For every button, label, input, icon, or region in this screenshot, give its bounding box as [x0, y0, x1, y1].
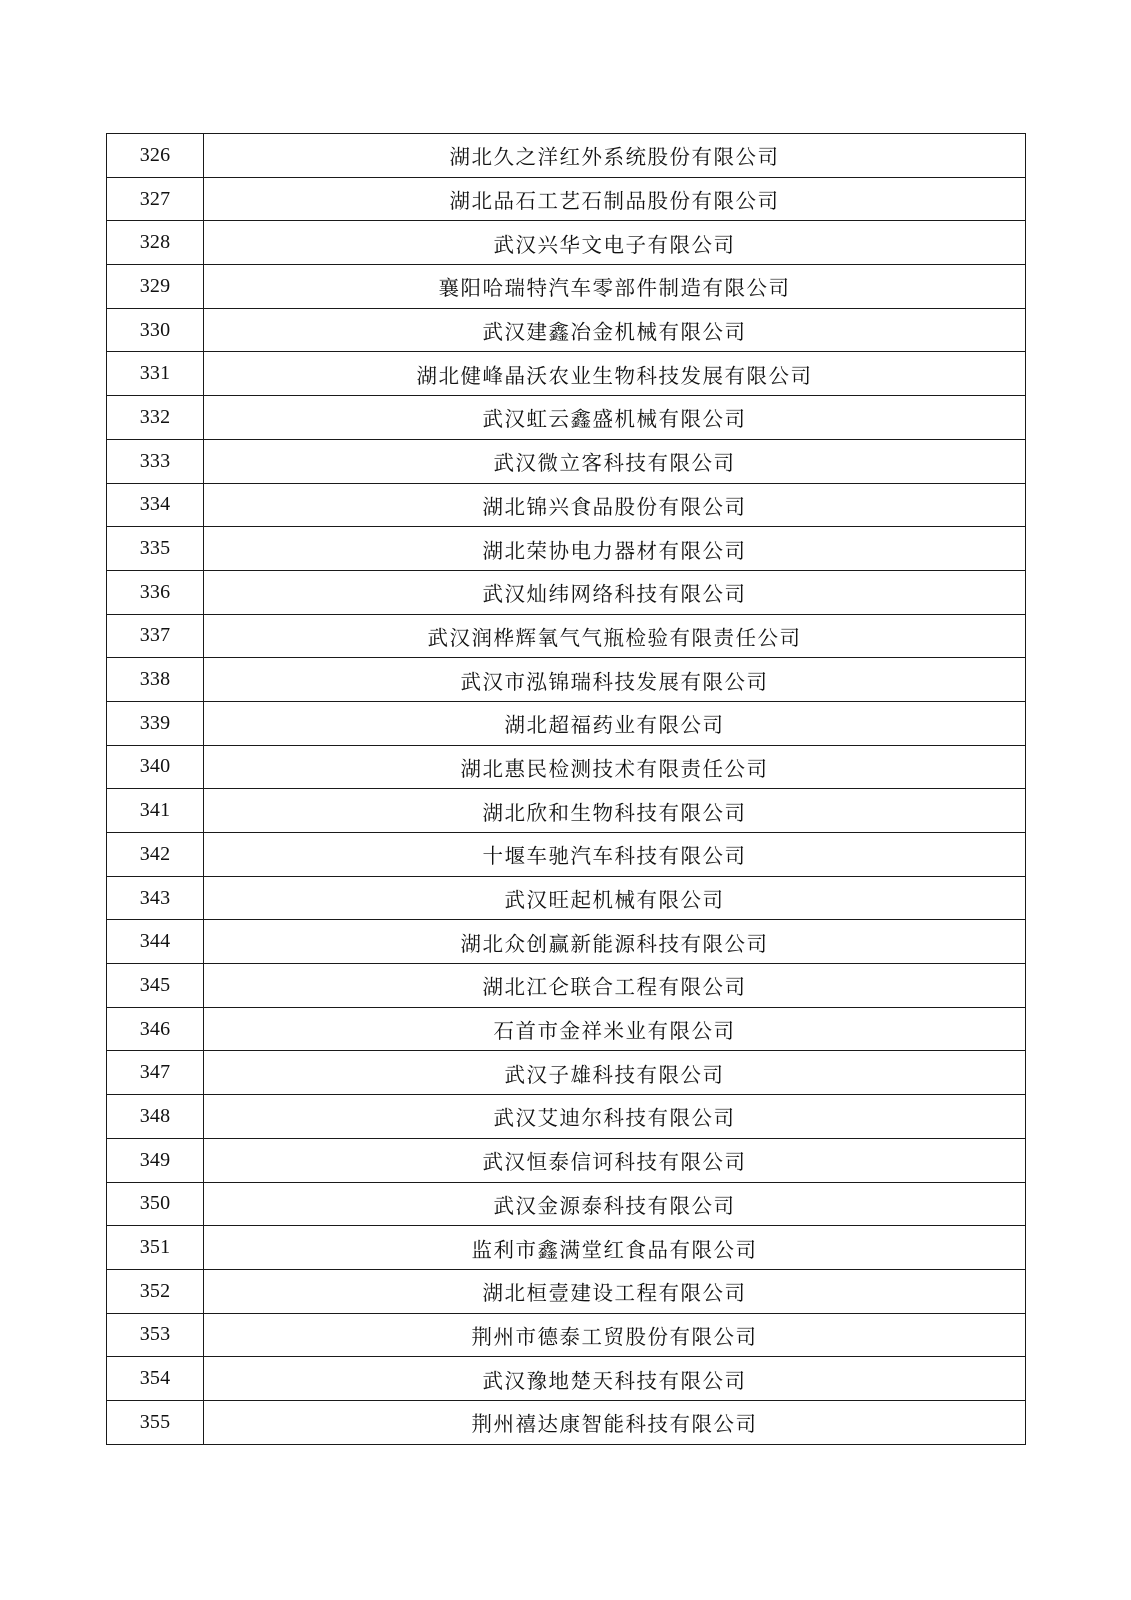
table-row [107, 701, 1026, 745]
company-name-cell: 武汉市泓锦瑞科技发展有限公司 [204, 658, 1026, 702]
table-row [107, 177, 1026, 221]
table-row [107, 1357, 1026, 1401]
company-name-cell: 荆州禧达康智能科技有限公司 [204, 1400, 1026, 1444]
company-name-cell: 荆州市德泰工贸股份有限公司 [204, 1313, 1026, 1357]
company-name-cell: 武汉建鑫冶金机械有限公司 [204, 308, 1026, 352]
table-row [107, 1182, 1026, 1226]
company-name-cell: 湖北健峰晶沃农业生物科技发展有限公司 [204, 352, 1026, 396]
row-number-cell: 345 [107, 964, 204, 1008]
row-number-cell: 354 [107, 1357, 204, 1401]
row-number-cell: 327 [107, 177, 204, 221]
row-number-cell: 355 [107, 1400, 204, 1444]
row-number-cell: 331 [107, 352, 204, 396]
row-number-cell: 333 [107, 439, 204, 483]
table-row [107, 570, 1026, 614]
row-number-cell: 329 [107, 265, 204, 309]
row-number-cell: 335 [107, 527, 204, 571]
row-number-cell: 352 [107, 1269, 204, 1313]
row-number-cell: 348 [107, 1095, 204, 1139]
table-body [107, 134, 1026, 1445]
company-name-cell: 湖北欣和生物科技有限公司 [204, 789, 1026, 833]
row-number-cell: 351 [107, 1226, 204, 1270]
company-name-cell: 湖北荣协电力器材有限公司 [204, 527, 1026, 571]
row-number-cell: 347 [107, 1051, 204, 1095]
company-name-cell: 十堰车驰汽车科技有限公司 [204, 833, 1026, 877]
table-row [107, 265, 1026, 309]
table-row [107, 483, 1026, 527]
company-name-cell: 武汉子雄科技有限公司 [204, 1051, 1026, 1095]
company-name-cell: 武汉豫地楚天科技有限公司 [204, 1357, 1026, 1401]
table-row [107, 833, 1026, 877]
row-number-cell: 330 [107, 308, 204, 352]
row-number-cell: 349 [107, 1138, 204, 1182]
company-name-cell: 湖北超福药业有限公司 [204, 701, 1026, 745]
row-number-cell: 343 [107, 876, 204, 920]
table-row [107, 221, 1026, 265]
company-name-cell: 湖北众创赢新能源科技有限公司 [204, 920, 1026, 964]
row-number-cell: 334 [107, 483, 204, 527]
company-name-cell: 武汉微立客科技有限公司 [204, 439, 1026, 483]
company-name-cell: 武汉兴华文电子有限公司 [204, 221, 1026, 265]
table-row [107, 920, 1026, 964]
company-name-cell: 湖北惠民检测技术有限责任公司 [204, 745, 1026, 789]
company-name-cell: 武汉金源泰科技有限公司 [204, 1182, 1026, 1226]
row-number-cell: 337 [107, 614, 204, 658]
row-number-cell: 341 [107, 789, 204, 833]
table-row [107, 134, 1026, 178]
table-row [107, 1400, 1026, 1444]
table-row [107, 1313, 1026, 1357]
company-name-cell: 湖北锦兴食品股份有限公司 [204, 483, 1026, 527]
table-row [107, 352, 1026, 396]
company-name-cell: 湖北桓壹建设工程有限公司 [204, 1269, 1026, 1313]
row-number-cell: 340 [107, 745, 204, 789]
table-row [107, 964, 1026, 1008]
company-name-cell: 武汉恒泰信诃科技有限公司 [204, 1138, 1026, 1182]
company-name-cell: 武汉润桦辉氧气气瓶检验有限责任公司 [204, 614, 1026, 658]
table-row [107, 1226, 1026, 1270]
row-number-cell: 336 [107, 570, 204, 614]
company-name-cell: 湖北久之洋红外系统股份有限公司 [204, 134, 1026, 178]
row-number-cell: 338 [107, 658, 204, 702]
table-row [107, 396, 1026, 440]
table-row [107, 527, 1026, 571]
table-row [107, 1095, 1026, 1139]
company-name-cell: 武汉旺起机械有限公司 [204, 876, 1026, 920]
row-number-cell: 350 [107, 1182, 204, 1226]
row-number-cell: 353 [107, 1313, 204, 1357]
company-name-cell: 武汉灿纬网络科技有限公司 [204, 570, 1026, 614]
table-row [107, 789, 1026, 833]
table-row [107, 658, 1026, 702]
row-number-cell: 332 [107, 396, 204, 440]
table-row [107, 876, 1026, 920]
row-number-cell: 342 [107, 833, 204, 877]
company-name-cell: 湖北品石工艺石制品股份有限公司 [204, 177, 1026, 221]
row-number-cell: 344 [107, 920, 204, 964]
table-row [107, 1051, 1026, 1095]
company-name-cell: 监利市鑫满堂红食品有限公司 [204, 1226, 1026, 1270]
table-row [107, 1138, 1026, 1182]
company-name-cell: 武汉艾迪尔科技有限公司 [204, 1095, 1026, 1139]
company-name-cell: 武汉虹云鑫盛机械有限公司 [204, 396, 1026, 440]
company-name-cell: 襄阳哈瑞特汽车零部件制造有限公司 [204, 265, 1026, 309]
company-name-cell: 湖北江仑联合工程有限公司 [204, 964, 1026, 1008]
row-number-cell: 339 [107, 701, 204, 745]
table-row [107, 745, 1026, 789]
row-number-cell: 346 [107, 1007, 204, 1051]
company-name-cell: 石首市金祥米业有限公司 [204, 1007, 1026, 1051]
table-row [107, 308, 1026, 352]
table-row [107, 614, 1026, 658]
table-row [107, 439, 1026, 483]
row-number-cell: 328 [107, 221, 204, 265]
company-list-table [106, 133, 1026, 1445]
table-row [107, 1269, 1026, 1313]
table-row [107, 1007, 1026, 1051]
row-number-cell: 326 [107, 134, 204, 178]
